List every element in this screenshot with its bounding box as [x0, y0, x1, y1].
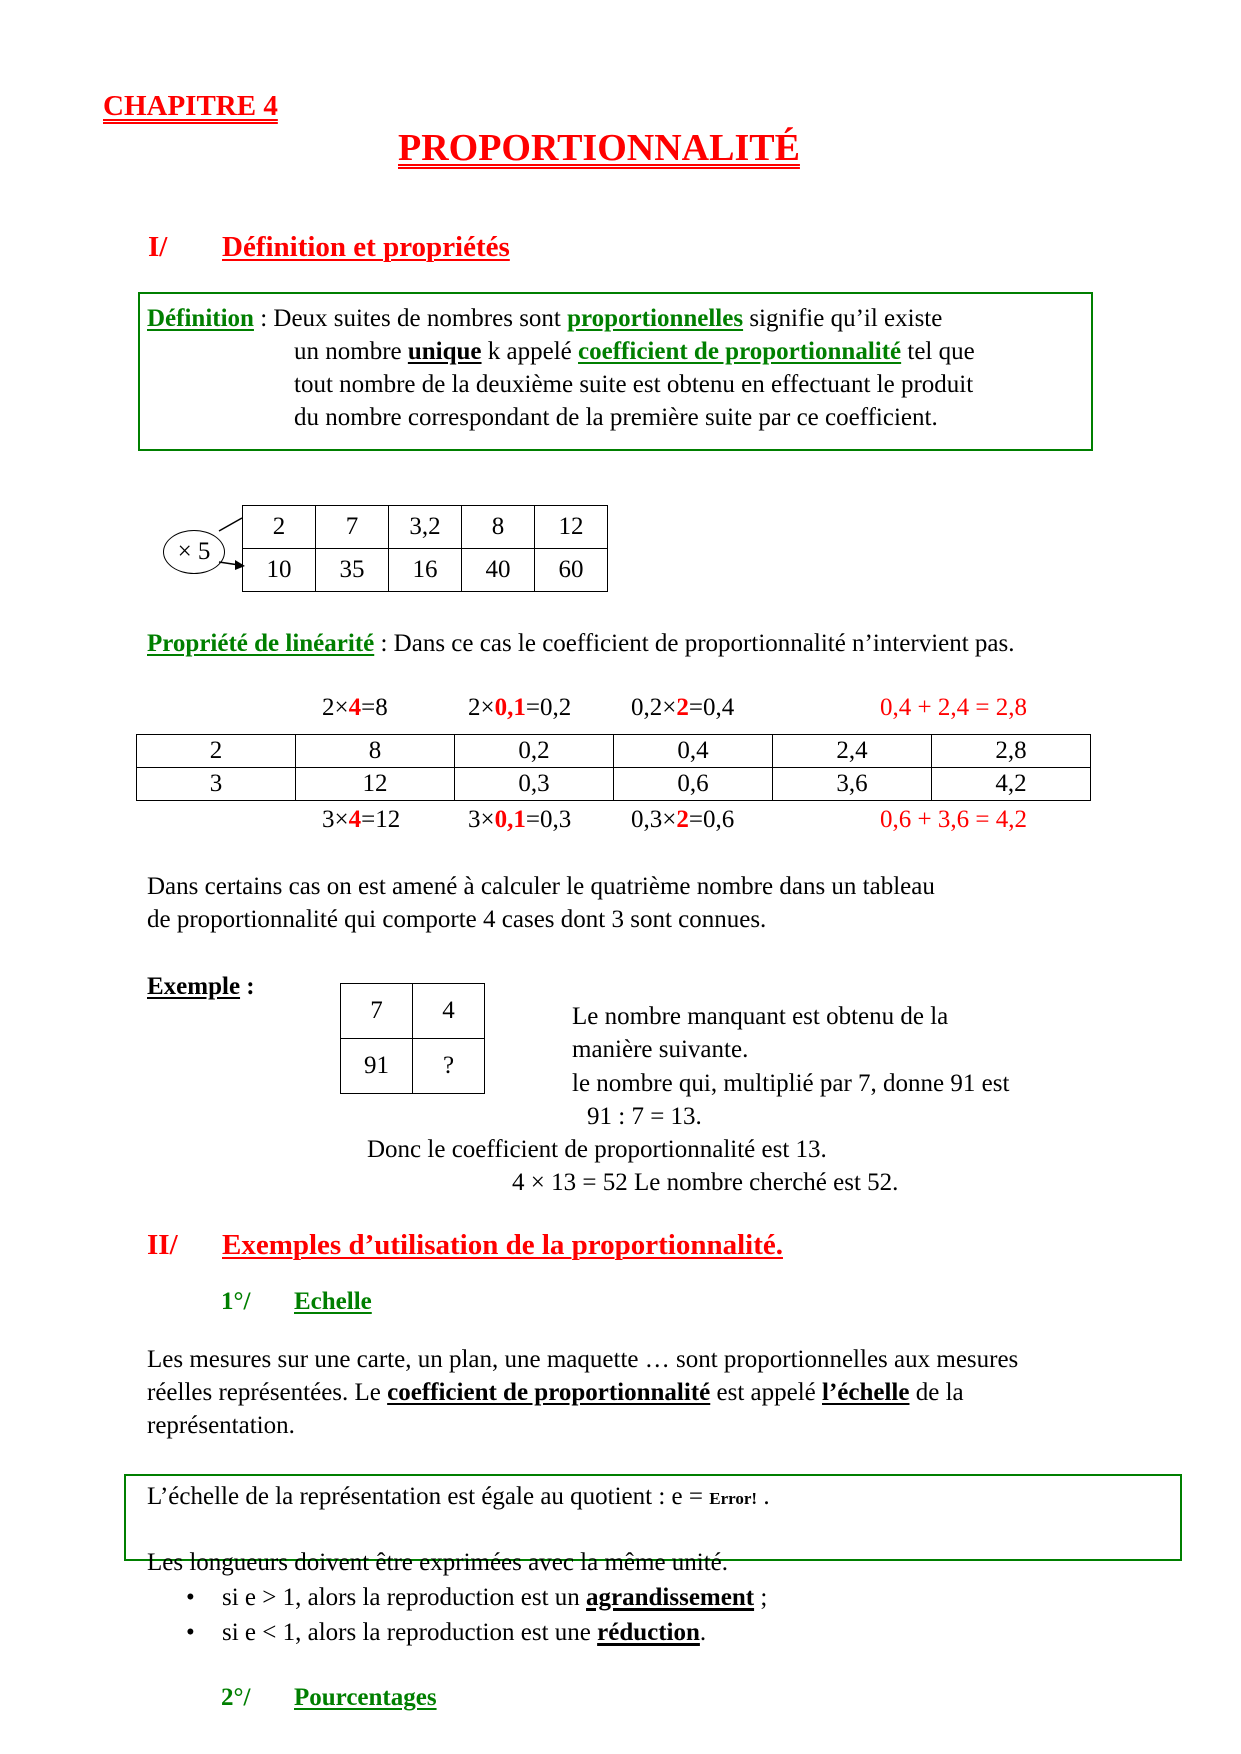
multiplier-oval: × 5: [163, 530, 225, 574]
section-2-number: II/: [147, 1229, 178, 1261]
units-line: Les longueurs doivent être exprimées avec la même unité.: [147, 1549, 729, 1576]
bullet-item-1: si e > 1, alors la reproduction est un agrandissement ;: [222, 1584, 768, 1611]
field-error: Error!: [709, 1489, 758, 1508]
subsection-2-title: Pourcentages: [294, 1684, 437, 1711]
scale-paragraph-line-3: représentation.: [147, 1412, 295, 1439]
term-coefficient: coefficient de proportionnalité: [578, 338, 902, 365]
calc-top-2: 2×0,1=0,2: [468, 694, 572, 721]
subsection-1-title: Echelle: [294, 1288, 372, 1315]
section-1-number: I/: [148, 231, 168, 263]
definition-label: Définition: [147, 305, 254, 332]
bullet-item-2: si e < 1, alors la reproduction est une réduction.: [222, 1619, 707, 1646]
term-proportionnelles: proportionnelles: [567, 305, 744, 332]
example-heading: Exemple :: [147, 973, 255, 1000]
fourth-intro-line-2: de proportionnalité qui comporte 4 cases dont 3 sont connues.: [147, 906, 767, 933]
calc-bottom-2: 3×0,1=0,3: [468, 806, 572, 833]
proportionality-table: 2 7 3,2 8 12 10 35 16 40 60: [242, 505, 608, 592]
example-line-6: 4 × 13 = 52 Le nombre cherché est 52.: [512, 1169, 899, 1196]
definition-line-1: Définition : Deux suites de nombres sont proportionnelles signifie qu’il existe: [147, 305, 943, 332]
example-line-4: 91 : 7 = 13.: [587, 1103, 702, 1130]
subsection-2-number: 2°/: [221, 1684, 251, 1711]
bullet-icon: •: [186, 1584, 195, 1611]
page-title: PROPORTIONNALITÉ: [398, 127, 800, 169]
example-table: 7 4 91 ?: [340, 983, 485, 1094]
linearity-table: 2 8 0,2 0,4 2,4 2,8 3 12 0,3 0,6 3,6 4,2: [136, 734, 1091, 801]
example-line-1: Le nombre manquant est obtenu de la: [572, 1003, 949, 1030]
calc-bottom-1: 3×4=12: [322, 806, 401, 833]
example-line-2: manière suivante.: [572, 1036, 749, 1063]
bullet-icon: •: [186, 1619, 195, 1646]
section-1-title: Définition et propriétés: [222, 231, 510, 263]
linearity-label: Propriété de linéarité: [147, 630, 375, 657]
linearity-paragraph: Propriété de linéarité : Dans ce cas le coefficient de proportionnalité n’intervient pas.: [147, 630, 1015, 657]
sum-top: 0,4 + 2,4 = 2,8: [880, 694, 1027, 721]
example-line-3: le nombre qui, multiplié par 7, donne 91 est: [572, 1070, 1010, 1097]
scale-formula: L’échelle de la représentation est égale au quotient : e = Error! .: [147, 1483, 770, 1510]
scale-paragraph-line-2: réelles représentées. Le coefficient de proportionnalité est appelé l’échelle de la: [147, 1379, 964, 1406]
term-unique: unique: [407, 338, 482, 365]
example-line-5: Donc le coefficient de proportionnalité est 13.: [367, 1136, 827, 1163]
subsection-1-number: 1°/: [221, 1288, 251, 1315]
calc-top-3: 0,2×2=0,4: [631, 694, 735, 721]
scale-paragraph-line-1: Les mesures sur une carte, un plan, une maquette … sont proportionnelles aux mesures: [147, 1346, 1019, 1373]
section-2-title: Exemples d’utilisation de la proportionnalité.: [222, 1229, 783, 1261]
fourth-intro-line-1: Dans certains cas on est amené à calculer le quatrième nombre dans un tableau: [147, 873, 935, 900]
calc-top-1: 2×4=8: [322, 694, 388, 721]
sum-bottom: 0,6 + 3,6 = 4,2: [880, 806, 1027, 833]
calc-bottom-3: 0,3×2=0,6: [631, 806, 735, 833]
definition-line-3: tout nombre de la deuxième suite est obtenu en effectuant le produit: [294, 371, 974, 398]
definition-line-4: du nombre correspondant de la première suite par ce coefficient.: [294, 404, 938, 431]
chapter-label: CHAPITRE 4: [103, 90, 278, 122]
definition-line-2: un nombre unique k appelé coefficient de proportionnalité tel que: [294, 338, 975, 365]
